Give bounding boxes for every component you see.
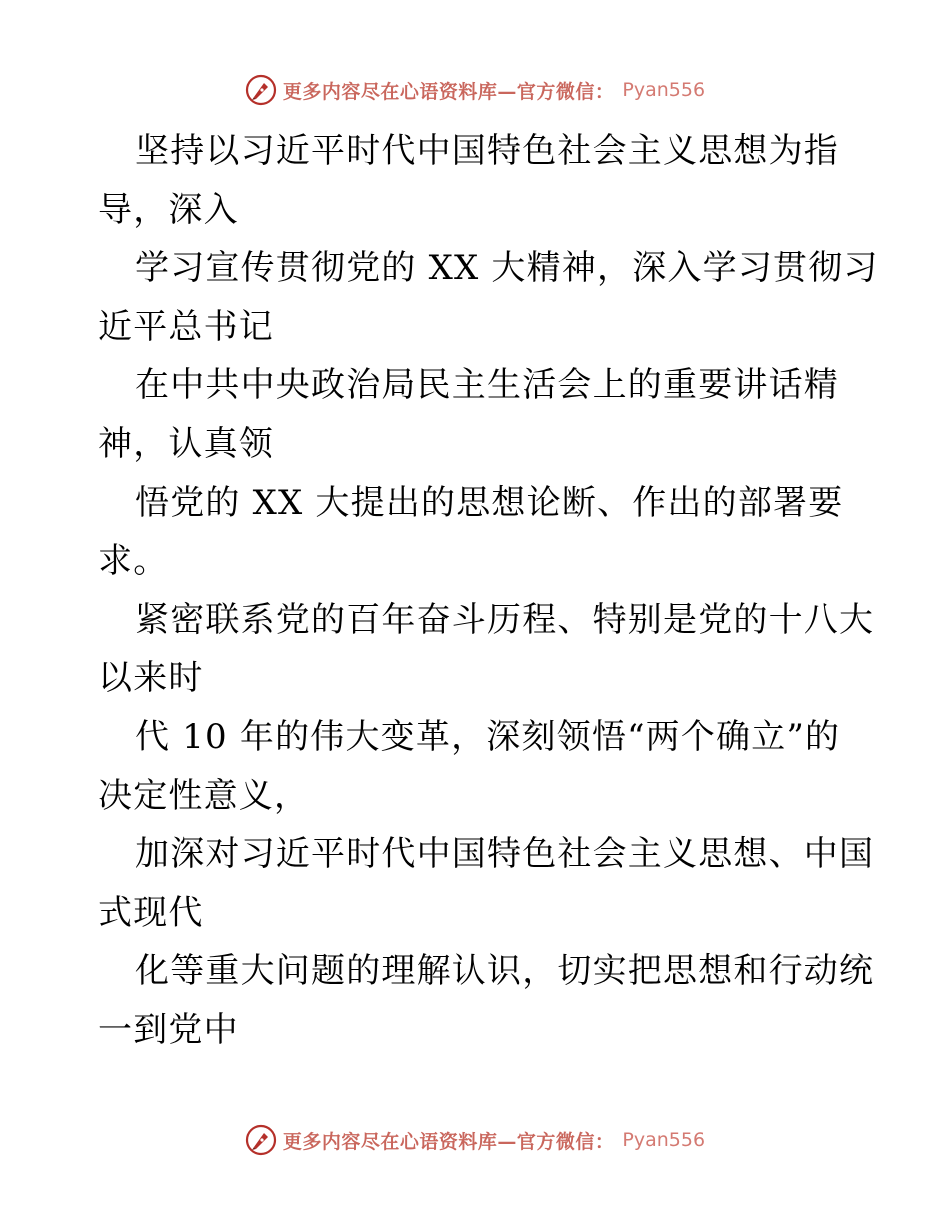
text-line: 神，认真领 <box>98 423 274 464</box>
text-line: 导，深入 <box>98 189 239 230</box>
document-body <box>98 122 879 1060</box>
text-line: 学习宣传贯彻党的 XX 大精神，深入学习贯彻习 <box>135 248 879 289</box>
footer-brand-text: 更多内容尽在心语资料库—官方微信： <box>282 1130 615 1153</box>
header-banner <box>0 70 950 110</box>
footer-banner <box>0 1120 950 1160</box>
text-line: 以来时 <box>98 658 204 699</box>
text-line: 紧密联系党的百年奋斗历程、特别是党的十八大 <box>135 599 875 640</box>
text-line: 代 10 年的伟大变革，深刻领悟“两个确立”的 <box>135 716 841 757</box>
header-account-text: Pyan556 <box>622 79 706 101</box>
text-line: 加深对习近平时代中国特色社会主义思想、中国 <box>135 834 875 875</box>
pen-nib-logo-icon <box>245 74 277 106</box>
text-line: 式现代 <box>98 892 204 933</box>
footer-account-text: Pyan556 <box>622 1129 706 1151</box>
text-line: 在中共中央政治局民主生活会上的重要讲话精 <box>135 365 839 406</box>
text-line: 决定性意义， <box>98 775 310 816</box>
text-line: 化等重大问题的理解认识，切实把思想和行动统 <box>135 951 875 992</box>
text-line: 一到党中 <box>98 1009 239 1050</box>
text-line: 坚持以习近平时代中国特色社会主义思想为指 <box>135 131 839 171</box>
text-line: 悟党的 XX 大提出的思想论断、作出的部署要 <box>135 482 844 523</box>
header-brand-text: 更多内容尽在心语资料库—官方微信： <box>282 80 615 103</box>
text-line: 近平总书记 <box>98 306 274 347</box>
text-line: 求。 <box>98 541 169 582</box>
pen-nib-logo-icon <box>245 1124 277 1156</box>
